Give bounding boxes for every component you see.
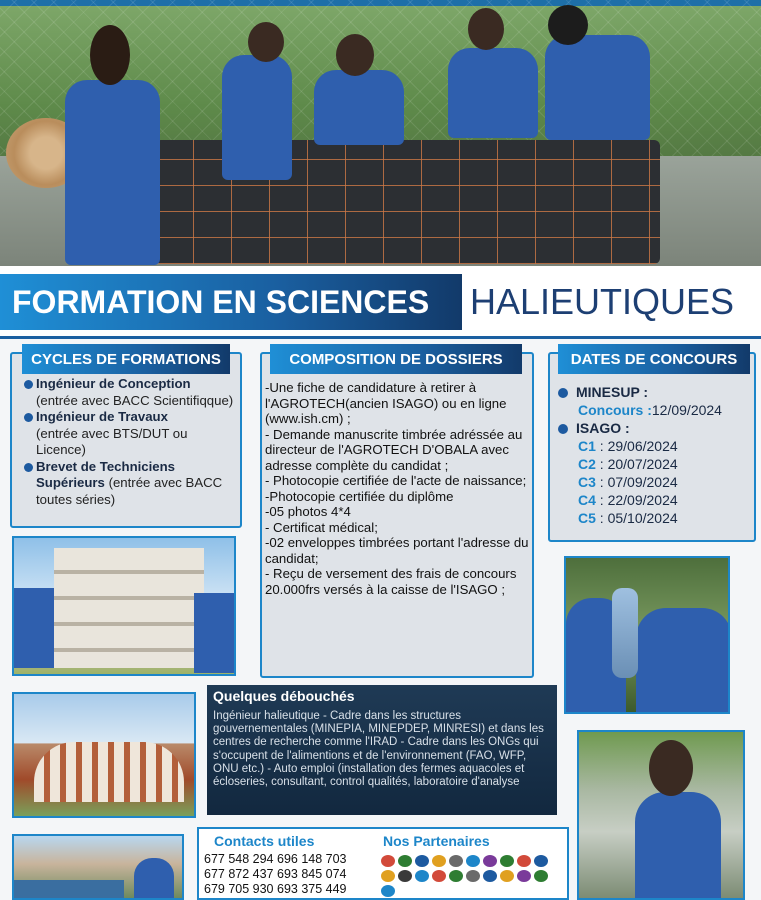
student-photo — [577, 730, 745, 900]
cycle-name: Ingénieur de Travaux — [36, 409, 168, 424]
session-value: : 22/09/2024 — [595, 492, 678, 508]
person-figure — [134, 858, 174, 900]
cycle-detail: (entrée avec BACC Scientifiqque) — [36, 392, 234, 408]
partner-logo-icon — [500, 855, 514, 867]
bullet-icon — [558, 424, 568, 434]
minesup-label: MINESUP : — [576, 384, 649, 400]
debouches-box — [207, 685, 557, 815]
cycle-item — [24, 459, 239, 509]
session-value: : 05/10/2024 — [595, 510, 678, 526]
student-figure — [545, 35, 650, 140]
cycles-heading: CYCLES DE FORMATIONS — [22, 344, 230, 374]
dossier-line: - Demande manuscrite timbrée adréssée au directeur de l'AGROTECH D'OBALA avec adresse complète du candidat ; — [265, 426, 523, 473]
partner-logo-icon — [398, 855, 412, 867]
isago-date — [558, 473, 758, 491]
student-figure — [65, 80, 160, 265]
pond-photo — [12, 834, 184, 900]
session-key: C5 — [578, 510, 596, 526]
phone-list — [204, 852, 347, 897]
dates-list — [558, 383, 758, 527]
partner-logo-icon — [449, 855, 463, 867]
dossier-line: - Photocopie certifiée de l'acte de naissance; — [265, 473, 527, 488]
student-head — [548, 5, 588, 45]
dossier-line: -Une fiche de candidature à retirer à l'AGROTECH(ancien ISAGO) ou en ligne (www.ish.cm) ; — [265, 380, 507, 426]
campus-building — [34, 742, 184, 802]
isago-date — [558, 509, 758, 527]
pond-water — [14, 880, 124, 900]
partner-logo-icon — [432, 870, 446, 882]
bullet-icon — [558, 388, 568, 398]
session-key: C4 — [578, 492, 596, 508]
partner-logo-icon — [500, 870, 514, 882]
building-photo — [12, 536, 236, 676]
debouches-text: Ingénieur halieutique - Cadre dans les structures gouvernementales (MINEPIA, MINEPDEP, MINRESI) et dans les centres de recherche comme l'IRAD - Cadre dans les ONGs qui s'occupent de l'alimentions et de l'environnement (FAO, WFP, ONU etc.) - Auto emploi (installation des fermes aquacoles et écloseries, consultant, control qualités, laboratoire d'analyse — [213, 710, 544, 789]
cycles-list — [24, 376, 239, 508]
session-key: C1 — [578, 438, 596, 454]
partner-logo-icon — [517, 855, 531, 867]
student-head — [336, 34, 374, 76]
student-figure — [314, 70, 404, 145]
student-head — [468, 8, 504, 50]
bullet-icon — [24, 380, 33, 389]
phone-line: 677 872 437 693 845 074 — [204, 867, 347, 881]
dossier-line: -02 enveloppes timbrées portant l'adresse du candidat; — [265, 535, 529, 566]
cycle-detail: (entrée avec BTS/DUT ou Licence) — [36, 425, 188, 457]
title-sub: HALIEUTIQUES — [470, 281, 735, 322]
minesup-key: Concours : — [578, 402, 652, 418]
partner-logo-icon — [381, 870, 395, 882]
hero-photo — [0, 0, 761, 266]
session-value: : 29/06/2024 — [595, 438, 678, 454]
cycle-name: Ingénieur de Conception — [36, 376, 191, 391]
title-main: FORMATION EN SCIENCES — [0, 274, 462, 330]
minesup-value: 12/09/2024 — [651, 402, 722, 418]
cycle-name: Brevet de Techniciens Supérieurs — [36, 458, 176, 490]
building-wing — [14, 588, 54, 668]
title-underline — [0, 336, 761, 339]
partner-logo-icon — [381, 885, 395, 897]
dossier-line: - Certificat médical; — [265, 519, 378, 535]
partner-logo-icon — [534, 855, 548, 867]
partner-logo-icon — [432, 855, 446, 867]
minesup-row — [558, 383, 758, 401]
partner-logo-icon — [534, 870, 548, 882]
student-figure — [636, 608, 730, 714]
student-figure — [222, 55, 292, 180]
student-figure — [448, 48, 538, 138]
partner-logo-icon — [449, 870, 463, 882]
bullet-icon — [24, 413, 33, 422]
contacts-box — [197, 827, 569, 900]
student-head — [90, 25, 130, 85]
session-key: C3 — [578, 474, 596, 490]
debouches-heading: Quelques débouchés — [213, 688, 355, 704]
building-wing — [194, 593, 236, 673]
partner-logo-icon — [483, 870, 497, 882]
isago-date — [558, 437, 758, 455]
partner-logo-icon — [415, 870, 429, 882]
session-value: : 07/09/2024 — [595, 474, 678, 490]
partners-heading: Nos Partenaires — [383, 833, 490, 849]
cycle-item — [24, 376, 239, 409]
campus-photo — [12, 692, 196, 818]
student-figure — [635, 792, 721, 900]
cycle-item — [24, 409, 239, 459]
minesup-date — [558, 401, 758, 419]
contacts-heading: Contacts utiles — [214, 833, 315, 849]
isago-date — [558, 455, 758, 473]
building-shape — [54, 548, 204, 668]
dossier-line: -05 photos 4*4 — [265, 504, 351, 519]
partner-logos — [381, 855, 561, 897]
partner-logo-icon — [398, 870, 412, 882]
isago-row — [558, 419, 758, 437]
dates-heading: DATES DE CONCOURS — [558, 344, 750, 374]
partner-logo-icon — [517, 870, 531, 882]
session-value: : 20/07/2024 — [595, 456, 678, 472]
student-head — [248, 22, 284, 62]
dossier-line: -Photocopie certifiée du diplôme — [265, 488, 454, 504]
dossier-heading: COMPOSITION DE DOSSIERS — [270, 344, 522, 374]
isago-label: ISAGO : — [576, 420, 630, 436]
phone-line: 679 705 930 693 375 449 — [204, 882, 347, 896]
partner-logo-icon — [466, 870, 480, 882]
bullet-icon — [24, 463, 33, 472]
fish-photo — [564, 556, 730, 714]
session-key: C2 — [578, 456, 596, 472]
dossier-list — [265, 380, 531, 597]
partner-logo-icon — [483, 855, 497, 867]
dossier-line: - Reçu de versement des frais de concours 20.000frs versés à la caisse de l'ISAGO ; — [265, 566, 517, 597]
cycle-detail: (entrée avec BACC toutes séries) — [36, 475, 223, 507]
fish-shape — [612, 588, 638, 678]
phone-line: 677 548 294 696 148 703 — [204, 852, 347, 866]
partner-logo-icon — [466, 855, 480, 867]
partner-logo-icon — [381, 855, 395, 867]
partner-logo-icon — [415, 855, 429, 867]
student-head — [649, 740, 693, 796]
isago-date — [558, 491, 758, 509]
